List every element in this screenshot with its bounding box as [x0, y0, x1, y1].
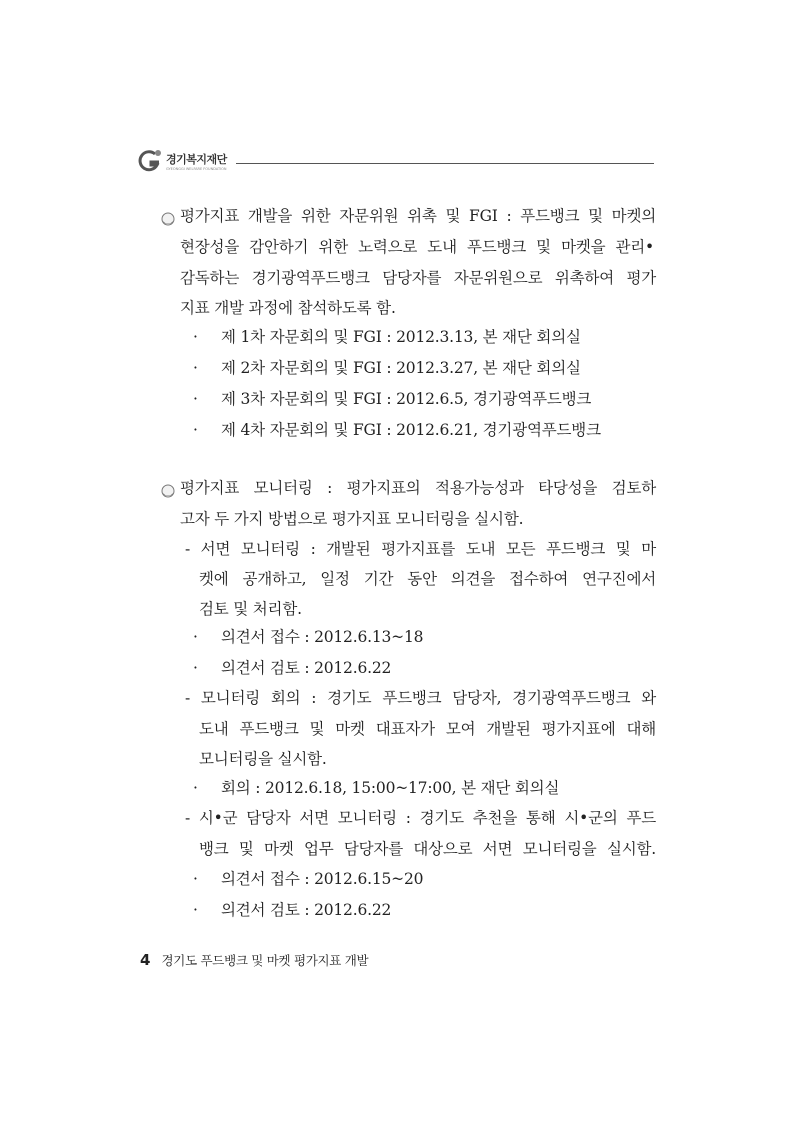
list-item: · 제 4차 자문회의 및 FGI : 2012.6.21, 경기광역푸드뱅크 — [193, 415, 601, 445]
footer-title: 경기도 푸드뱅크 및 마켓 평가지표 개발 — [161, 953, 369, 968]
list-bullet: · — [193, 779, 198, 797]
list-bullet: · — [193, 328, 198, 346]
list-item: · 의견서 검토 : 2012.6.22 — [193, 653, 391, 683]
sub1-line-3: 검토 및 처리함. — [199, 600, 302, 618]
sub3-line-2: 뱅크 및 마켓 업무 담당자를 대상으로 서면 모니터링을 실시함. — [199, 840, 656, 858]
list-bullet: · — [193, 901, 198, 919]
list-bullet: · — [193, 359, 198, 377]
page-header — [138, 146, 654, 176]
list-item: · 회의 : 2012.6.18, 15:00~17:00, 본 재단 회의실 — [193, 773, 559, 803]
list-bullet: · — [193, 628, 198, 646]
section-bullet-icon — [161, 212, 175, 226]
list-bullet: · — [193, 870, 198, 888]
list-item: · 의견서 검토 : 2012.6.22 — [193, 895, 391, 925]
list-bullet: · — [193, 390, 198, 408]
section1-line-3: 감독하는 경기광역푸드뱅크 담당자를 자문위원으로 위촉하여 평가 — [180, 269, 656, 287]
section1-line-1: 평가지표 개발을 위한 자문위원 위촉 및 FGI : 푸드뱅크 및 마켓의 — [180, 207, 656, 225]
foundation-logo-icon — [138, 148, 164, 174]
sub2-line-1: - 모니터링 회의 : 경기도 푸드뱅크 담당자, 경기광역푸드뱅크 와 — [185, 689, 656, 707]
list-item: · 의견서 접수 : 2012.6.15~20 — [193, 864, 423, 894]
header-rule — [236, 163, 654, 164]
sub2-line-3: 모니터링을 실시함. — [199, 750, 327, 768]
list-item: · 제 3차 자문회의 및 FGI : 2012.6.5, 경기광역푸드뱅크 — [193, 384, 591, 414]
section2-line-2: 고자 두 가지 방법으로 평가지표 모니터링을 실시함. — [180, 510, 524, 528]
list-bullet: · — [193, 421, 198, 439]
list-bullet: · — [193, 659, 198, 677]
list-item: · 제 2차 자문회의 및 FGI : 2012.3.27, 본 재단 회의실 — [193, 353, 581, 383]
page-number: 4 — [140, 951, 151, 969]
org-name: 경기복지재단 — [166, 153, 227, 166]
sub1-line-2: 켓에 공개하고, 일정 기간 동안 의견을 접수하여 연구진에서 — [199, 570, 656, 588]
sub3-line-1: - 시•군 담당자 서면 모니터링 : 경기도 추천을 통해 시•군의 푸드 — [185, 809, 656, 827]
sub1-line-1: - 서면 모니터링 : 개발된 평가지표를 도내 모든 푸드뱅크 및 마 — [185, 540, 656, 558]
section-bullet-icon — [161, 484, 175, 498]
sub2-line-2: 도내 푸드뱅크 및 마켓 대표자가 모여 개발된 평가지표에 대해 — [199, 720, 656, 738]
section2-line-1: 평가지표 모니터링 : 평가지표의 적용가능성과 타당성을 검토하 — [180, 479, 656, 497]
section1-line-4: 지표 개발 과정에 참석하도록 함. — [180, 299, 396, 317]
list-item: · 제 1차 자문회의 및 FGI : 2012.3.13, 본 재단 회의실 — [193, 322, 581, 352]
section1-line-2: 현장성을 감안하기 위한 노력으로 도내 푸드뱅크 및 마켓을 관리• — [180, 238, 654, 256]
list-item: · 의견서 접수 : 2012.6.13~18 — [193, 622, 423, 652]
org-subtitle: GYEONGGI WELFARE FOUNDATION — [166, 167, 227, 171]
page-footer — [140, 950, 368, 969]
